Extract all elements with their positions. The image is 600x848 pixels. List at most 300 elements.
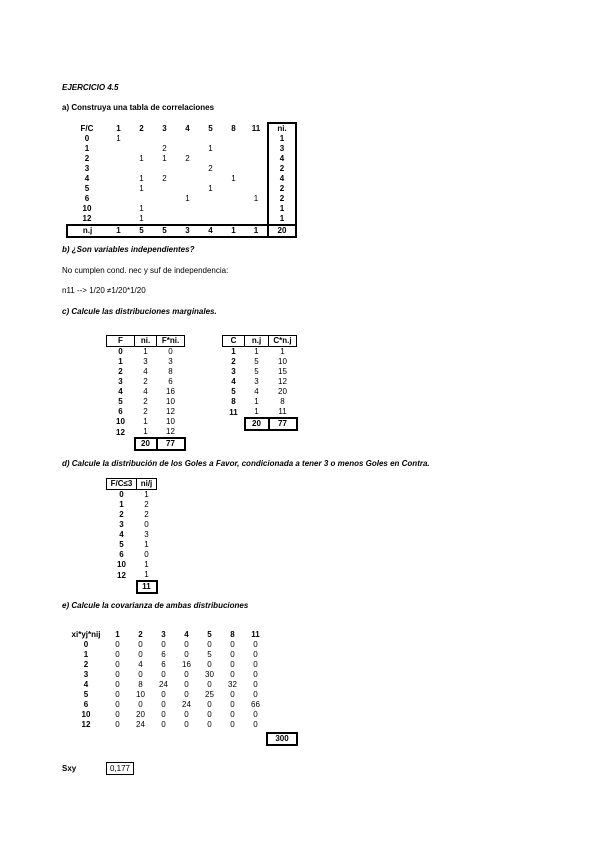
cov-row-label: 5 [83, 690, 89, 699]
cond-cell: 4 [119, 530, 124, 539]
cov-row-label: 10 [81, 710, 91, 719]
marg-f-blank [107, 438, 135, 450]
marg-c-cell: 8 [231, 397, 236, 406]
cov-cell: 10 [136, 690, 145, 699]
cov-cell: 0 [184, 670, 189, 679]
marg-f-header: ni. [135, 336, 157, 347]
corr-total-cell: 3 [176, 225, 199, 237]
corr-cell [222, 194, 245, 204]
marg-c-row [223, 387, 297, 397]
corr-cell [107, 214, 130, 225]
marg-f-cell: 2 [143, 377, 148, 386]
cov-col-header: 8 [230, 630, 235, 639]
corr-total-cell: 5 [153, 225, 176, 237]
marg-f-cell: 10 [166, 417, 175, 426]
corr-ni-value: 1 [268, 134, 296, 144]
cond-cell: 1 [144, 570, 149, 579]
corr-ni-value: 1 [268, 204, 296, 214]
corr-cell [222, 164, 245, 174]
marg-f-cell: 8 [168, 367, 173, 376]
marg-f-row [107, 347, 185, 358]
marg-c-cell: 3 [254, 377, 259, 386]
corr-cell: 1 [139, 184, 144, 193]
correlation-table [66, 122, 297, 238]
corr-col-header: 2 [139, 123, 144, 133]
marg-f-cell: 12 [166, 427, 175, 436]
corr-ni-value: 3 [268, 144, 296, 154]
cond-cell: 0 [144, 520, 149, 529]
corr-cell: 1 [116, 134, 121, 143]
cov-cell: 0 [207, 660, 212, 669]
cov-total-blank [106, 733, 129, 745]
cond-row [107, 560, 157, 570]
corr-cell: 1 [208, 184, 213, 193]
cov-cell: 0 [253, 650, 258, 659]
cov-cell: 0 [230, 690, 235, 699]
cov-row [66, 710, 297, 720]
marg-c-row [223, 357, 297, 367]
cov-cell: 0 [115, 700, 120, 709]
corr-total-cell: 1 [107, 225, 130, 237]
marg-c-cell: 11 [278, 407, 287, 416]
marg-f-row [107, 377, 185, 387]
cov-cell: 0 [115, 640, 120, 649]
cond-header: F/C≤3 [107, 479, 137, 490]
cov-cell: 0 [207, 720, 212, 729]
corr-cell [176, 174, 199, 184]
marg-f-cell: 12 [166, 407, 175, 416]
corr-ni-value: 4 [268, 154, 296, 164]
cov-cell: 0 [253, 670, 258, 679]
cond-cell: 1 [119, 500, 124, 509]
corr-cell [222, 184, 245, 194]
cond-cell: 10 [117, 560, 126, 569]
marg-f-cell: 0 [168, 347, 173, 356]
cov-total-blank [152, 733, 175, 745]
marg-f-total: 20 [135, 438, 157, 450]
cond-cell: 3 [144, 530, 149, 539]
cov-cell: 4 [138, 660, 143, 669]
cov-col-header: 5 [207, 630, 212, 639]
marg-c-cell: 15 [278, 367, 287, 376]
cov-cell: 0 [253, 640, 258, 649]
cov-cell: 0 [230, 710, 235, 719]
corr-cell [176, 144, 199, 154]
marginal-f-table [106, 335, 186, 451]
cov-row-label: 2 [83, 660, 89, 669]
marg-f-cell: 1 [143, 427, 148, 436]
marg-c-header-row [223, 336, 297, 347]
corr-cell [107, 164, 130, 174]
marg-c-cell: 5 [231, 387, 236, 396]
cov-cell: 0 [207, 700, 212, 709]
cov-cell: 0 [161, 640, 166, 649]
cond-cell: 3 [119, 520, 124, 529]
marg-f-cell: 16 [166, 387, 175, 396]
marg-c-cell: 4 [231, 377, 236, 386]
cov-blank [267, 700, 297, 710]
marg-f-header: F [107, 336, 135, 347]
cov-row [66, 680, 297, 690]
marg-c-total: 77 [269, 418, 297, 430]
corr-row [67, 134, 296, 144]
corr-row [67, 204, 296, 214]
corr-cell [153, 164, 176, 174]
corr-row-label: 2 [84, 154, 90, 163]
corr-cell: 2 [162, 174, 167, 183]
section-e-heading: e) Calcule la covarianza de ambas distribuciones [62, 601, 249, 610]
cov-cell: 0 [184, 680, 189, 689]
corr-cell [245, 214, 268, 225]
corr-cell [222, 214, 245, 225]
marg-c-total: 20 [245, 418, 269, 430]
exercise-title: EJERCICIO 4.5 [62, 83, 119, 92]
marg-f-cell: 4 [118, 387, 123, 396]
corr-row [67, 214, 296, 225]
cond-total-row [107, 581, 157, 593]
cov-cell: 24 [182, 700, 191, 709]
cov-cell: 0 [207, 680, 212, 689]
cond-cell: 1 [144, 540, 149, 549]
cov-cell: 0 [253, 720, 258, 729]
section-b-heading: b) ¿Son variables independientes? [62, 245, 195, 254]
corr-cell: 1 [139, 214, 144, 223]
corr-grand-total: 20 [268, 225, 296, 237]
section-d-heading: d) Calcule la distribución de los Goles a Favor, condicionada a tener 3 o menos Goles en Contra. [62, 459, 430, 468]
corr-cell: 1 [162, 154, 167, 163]
corr-row-label: 6 [84, 194, 90, 203]
marg-c-header: C*n.j [269, 336, 297, 347]
cond-row [107, 500, 157, 510]
cond-cell: 12 [117, 570, 126, 580]
corr-cell: 1 [253, 194, 259, 203]
corr-col-header: 1 [116, 123, 121, 133]
marg-f-cell: 1 [143, 417, 148, 426]
cov-cell: 0 [161, 710, 166, 719]
corr-cell [153, 184, 176, 194]
cov-blank [267, 640, 297, 650]
corr-cell [107, 174, 130, 184]
corr-cell [176, 184, 199, 194]
corr-cell [107, 204, 130, 214]
cov-col-header: 3 [161, 630, 166, 639]
marg-c-cell: 1 [254, 347, 259, 356]
section-c-heading: c) Calcule las distribuciones marginales. [62, 307, 217, 316]
marg-f-row [107, 427, 185, 438]
cov-cell: 25 [205, 690, 214, 699]
cov-cell: 32 [228, 680, 237, 689]
cond-cell: 1 [144, 490, 149, 499]
cond-header-row [107, 479, 157, 490]
cov-cell: 6 [161, 650, 166, 659]
cov-total-blank [129, 733, 152, 745]
corr-cell [245, 204, 268, 214]
cond-cell: 1 [144, 560, 149, 569]
cov-cell: 16 [182, 660, 191, 669]
corr-row [67, 184, 296, 194]
marg-f-cell: 6 [118, 407, 123, 416]
marg-c-row [223, 397, 297, 407]
corr-total-cell: 1 [245, 225, 268, 237]
corr-cell [245, 154, 268, 164]
marg-f-row [107, 357, 185, 367]
corr-cell [245, 144, 268, 154]
marg-c-cell: 11 [229, 407, 238, 417]
cov-row-label: 1 [83, 650, 89, 659]
sxy-value: 0,177 [106, 762, 134, 775]
cov-row [66, 690, 297, 700]
corr-cell [107, 194, 130, 204]
corr-cell: 1 [139, 204, 144, 213]
cov-cell: 0 [230, 650, 235, 659]
cov-cell: 0 [184, 720, 189, 729]
corr-cell [130, 194, 153, 204]
corr-cell: 1 [139, 154, 144, 163]
cov-row-label: 6 [83, 700, 89, 709]
corr-cell [153, 134, 176, 144]
cov-total-blank [244, 733, 267, 745]
corr-cell: 2 [208, 164, 213, 173]
marg-c-row [223, 347, 297, 358]
cond-cell: 2 [144, 500, 149, 509]
marg-c-cell: 5 [254, 367, 259, 376]
corr-cell [199, 174, 222, 184]
cov-cell: 0 [230, 720, 235, 729]
independence-check: n11 --> 1/20 ≠1/20*1/20 [62, 286, 146, 295]
cond-cell: 0 [144, 550, 149, 559]
cond-row [107, 490, 157, 501]
corr-row-label: 5 [84, 184, 90, 193]
corr-row-label: 12 [82, 214, 92, 223]
cov-cell: 24 [136, 720, 145, 729]
marg-f-cell: 3 [143, 357, 148, 366]
cov-cell: 0 [184, 650, 189, 659]
marg-c-row [223, 377, 297, 387]
corr-total-cell: 1 [222, 225, 245, 237]
cov-cell: 0 [115, 690, 120, 699]
corr-total-label: n.j [67, 225, 107, 237]
corr-cell [176, 204, 199, 214]
marg-c-row [223, 367, 297, 377]
marg-f-cell: 2 [143, 397, 148, 406]
marg-f-cell: 10 [166, 397, 175, 406]
cov-cell: 8 [138, 680, 143, 689]
corr-cell [222, 154, 245, 164]
cov-cell: 0 [230, 640, 235, 649]
corr-row [67, 164, 296, 174]
cov-cell: 30 [205, 670, 214, 679]
cond-row [107, 540, 157, 550]
corr-cell: 2 [185, 154, 190, 163]
marg-c-cell: 1 [231, 347, 236, 356]
cov-cell: 0 [253, 660, 258, 669]
marg-c-cell: 5 [254, 357, 259, 366]
corr-row [67, 194, 296, 204]
cov-col-header: 11 [251, 630, 260, 639]
marg-f-total-row [107, 438, 185, 450]
cond-cell: 2 [119, 510, 124, 519]
marg-c-cell: 20 [278, 387, 287, 396]
marg-f-cell: 6 [168, 377, 173, 386]
cond-header: ni/j [137, 479, 157, 490]
marg-f-cell: 3 [118, 377, 123, 386]
cov-row [66, 720, 297, 730]
covariance-table [66, 630, 298, 746]
corr-cell [176, 164, 199, 174]
cov-total-blank [198, 733, 221, 745]
corr-cell [222, 144, 245, 154]
cov-cell: 0 [230, 700, 235, 709]
cov-total-blank [175, 733, 198, 745]
cov-row-label: 0 [83, 640, 89, 649]
corr-col-header: 3 [162, 123, 167, 133]
corr-row-label: 4 [84, 174, 90, 183]
cov-blank [267, 670, 297, 680]
cov-cell: 0 [161, 690, 166, 699]
marg-c-cell: 4 [254, 387, 259, 396]
corr-cell: 1 [208, 144, 213, 153]
cov-total-blank [221, 733, 244, 745]
cov-header-row [66, 630, 297, 640]
corr-cell [222, 204, 245, 214]
cov-total: 300 [267, 733, 297, 745]
marg-f-cell: 0 [118, 347, 123, 356]
marg-f-cell: 4 [143, 387, 148, 396]
marg-c-blank [223, 418, 245, 430]
cond-row [107, 550, 157, 560]
marg-f-row [107, 417, 185, 427]
cov-col-header: 2 [138, 630, 143, 639]
cov-cell: 0 [253, 710, 258, 719]
independence-note: No cumplen cond. nec y suf de independencia: [62, 266, 229, 275]
marginal-c-table [222, 335, 298, 431]
corr-row [67, 174, 296, 184]
cov-cell: 0 [253, 680, 258, 689]
corr-cell [222, 134, 245, 144]
cov-cell: 0 [138, 700, 143, 709]
corr-total-cell: 4 [199, 225, 222, 237]
marg-f-row [107, 397, 185, 407]
marg-f-cell: 1 [143, 347, 148, 356]
corr-cell [130, 164, 153, 174]
cond-cell: 0 [119, 490, 124, 499]
cov-blank [267, 650, 297, 660]
cov-cell: 0 [161, 700, 166, 709]
corr-col-header: 4 [185, 123, 190, 133]
corr-ni-value: 2 [268, 184, 296, 194]
cond-row [107, 520, 157, 530]
cond-row [107, 570, 157, 581]
section-a-heading: a) Construya una tabla de correlaciones [62, 103, 215, 112]
marg-f-header-row [107, 336, 185, 347]
cov-total-row [66, 733, 297, 745]
cov-cell: 0 [184, 710, 189, 719]
cov-cell: 24 [159, 680, 168, 689]
marg-f-total: 77 [157, 438, 185, 450]
cond-row [107, 530, 157, 540]
cov-row [66, 670, 297, 680]
cov-row-label: 3 [83, 670, 89, 679]
corr-row [67, 154, 296, 164]
marg-c-cell: 1 [280, 347, 285, 356]
cov-blank [267, 660, 297, 670]
corr-header-row [67, 123, 296, 134]
corr-cell [176, 214, 199, 225]
cov-row-label: 4 [83, 680, 89, 689]
cov-cell: 0 [161, 670, 166, 679]
corr-cell: 2 [162, 144, 167, 153]
cov-blank [267, 710, 297, 720]
marg-f-cell: 4 [143, 367, 148, 376]
corr-ni-value: 2 [268, 164, 296, 174]
marg-f-cell: 10 [116, 417, 125, 426]
marg-c-cell: 3 [231, 367, 236, 376]
cov-total-blank [66, 733, 106, 745]
corr-cell [199, 214, 222, 225]
cov-col-header: 4 [184, 630, 189, 639]
cov-cell: 20 [136, 710, 145, 719]
marg-c-cell: 8 [280, 397, 285, 406]
marg-f-cell: 5 [118, 397, 123, 406]
cov-row [66, 650, 297, 660]
corr-cell [153, 204, 176, 214]
corr-col-header: 8 [231, 123, 236, 133]
marg-c-row [223, 407, 297, 418]
cond-cell: 5 [119, 540, 124, 549]
cov-cell: 0 [184, 640, 189, 649]
cov-cell: 0 [115, 670, 120, 679]
sxy-label: Sxy [62, 764, 77, 773]
corr-cell [245, 174, 268, 184]
corr-cell: 1 [231, 174, 236, 183]
cov-cell: 0 [138, 640, 143, 649]
corr-cell: 1 [185, 194, 190, 203]
corr-cell [245, 184, 268, 194]
corr-cell [245, 164, 268, 174]
marg-f-cell: 1 [118, 357, 123, 366]
marg-f-cell: 3 [168, 357, 173, 366]
corr-cell [199, 194, 222, 204]
corr-cell [107, 154, 130, 164]
corr-ni-header: ni. [268, 123, 296, 134]
corr-cell [130, 144, 153, 154]
corr-total-cell: 5 [130, 225, 153, 237]
cond-cell: 6 [119, 550, 124, 559]
cov-cell: 0 [115, 660, 120, 669]
marg-f-header: F*ni. [157, 336, 185, 347]
corr-row [67, 144, 296, 154]
corr-cell [245, 134, 268, 144]
marg-c-cell: 10 [278, 357, 287, 366]
cov-cell: 6 [161, 660, 166, 669]
cov-cell: 0 [115, 710, 120, 719]
cov-cell: 5 [207, 650, 212, 659]
cov-cell: 0 [184, 690, 189, 699]
marg-c-total-row [223, 418, 297, 430]
cov-cell: 0 [161, 720, 166, 729]
cov-cell: 0 [115, 650, 120, 659]
corr-cell [153, 194, 176, 204]
cov-blank [267, 690, 297, 700]
cov-blank [267, 680, 297, 690]
cov-blank-header [267, 630, 297, 640]
cov-cell: 0 [138, 670, 143, 679]
cov-cell: 0 [230, 660, 235, 669]
cov-cell: 0 [207, 640, 212, 649]
marg-c-cell: 1 [254, 407, 259, 416]
cov-cell: 66 [251, 700, 260, 709]
cond-blank [107, 581, 137, 593]
